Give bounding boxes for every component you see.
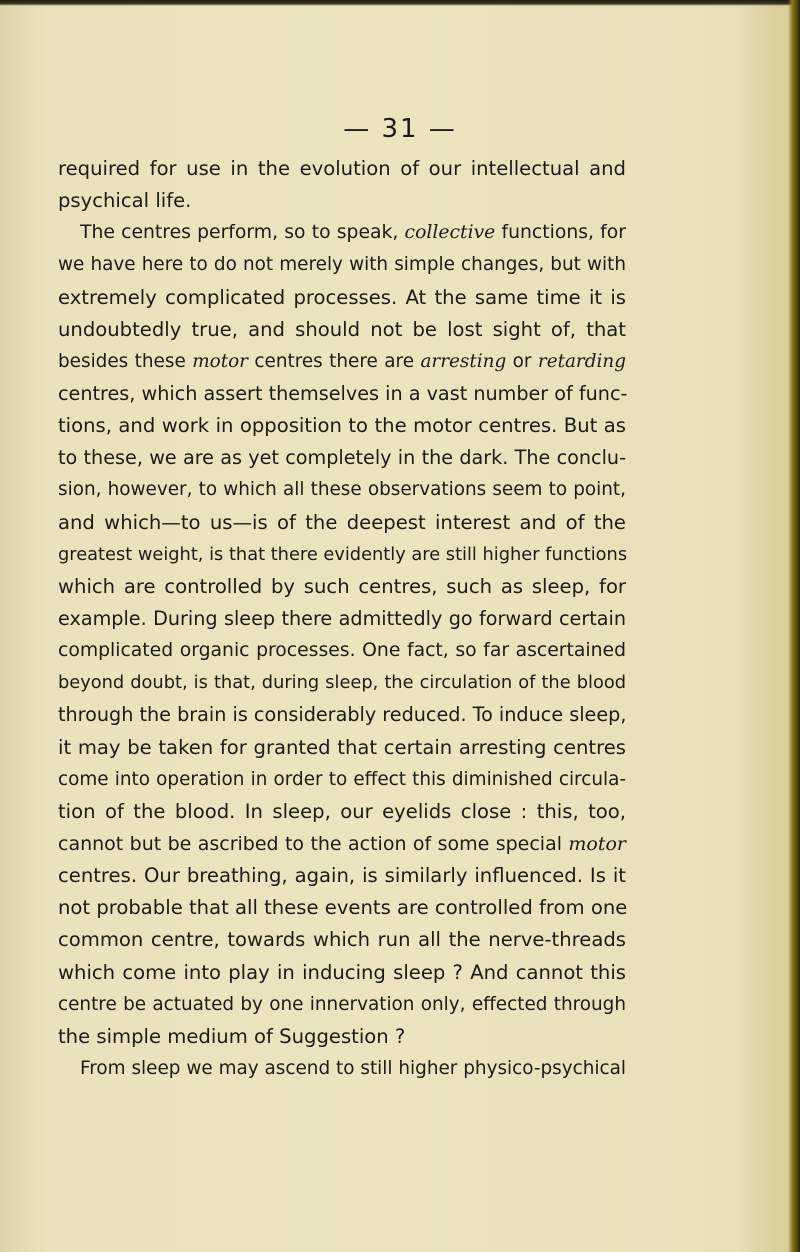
text-line: to these, we are as yet completely in the dark. The conclu- <box>58 446 626 470</box>
text-line: through the brain is considerably reduced. To induce sleep, <box>58 703 627 727</box>
text-line: it may be taken for granted that certain arresting centres <box>58 735 626 759</box>
text-line: we have here to do not merely with simple changes, but with <box>58 254 626 276</box>
text-line: required for use in the evolution of our intellectual and <box>58 157 626 180</box>
text-line: besides these motor centres there are arresting or retarding <box>58 350 626 372</box>
page-number: — 31 — <box>343 114 457 144</box>
text-line: cannot but be ascribed to the action of some special motor <box>58 832 626 855</box>
text-line: and which—to us—is of the deepest interest and of the <box>58 510 626 534</box>
text-line: beyond doubt, is that, during sleep, the circulation of the blood <box>58 672 626 694</box>
text-line: which are controlled by such centres, such as sleep, for <box>58 574 626 598</box>
text-line: come into operation in order to effect this diminished circula- <box>58 768 626 790</box>
text-line: tion of the blood. In sleep, our eyelids close : this, too, <box>58 799 626 823</box>
body-text <box>58 153 626 1085</box>
text-line: tions, and work in opposition to the motor centres. But as <box>58 414 626 438</box>
text-line: the simple medium of Suggestion ? <box>58 1024 406 1048</box>
text-line: From sleep we may ascend to still higher physico-psychical <box>80 1057 626 1079</box>
text-line: complicated organic processes. One fact, so far ascertained <box>58 640 626 662</box>
text-line: undoubtedly true, and should not be lost sight of, that <box>58 317 626 341</box>
page-top-shadow <box>0 0 800 6</box>
text-line: centres, which assert themselves in a vast number of func- <box>58 381 628 405</box>
text-line: common centre, towards which run all the nerve-threads <box>58 928 626 952</box>
text-line: psychical life. <box>58 189 192 213</box>
text-line: extremely complicated processes. At the same time it is <box>58 285 626 309</box>
text-line: example. During sleep there admittedly go forward certain <box>58 606 626 630</box>
text-line: which come into play in inducing sleep ? And cannot this <box>58 960 626 984</box>
text-line: sion, however, to which all these observations seem to point, <box>58 479 626 501</box>
text-line: centre be actuated by one innervation only, effected through <box>58 993 626 1015</box>
text-line: not probable that all these events are controlled from one <box>58 896 628 920</box>
text-line: greatest weight, is that there evidently are still higher functions <box>58 543 628 565</box>
text-line: The centres perform, so to speak, collective functions, for <box>80 222 626 244</box>
text-line: centres. Our breathing, again, is similarly influenced. Is it <box>58 864 626 888</box>
page-binding-edge <box>788 0 800 1252</box>
